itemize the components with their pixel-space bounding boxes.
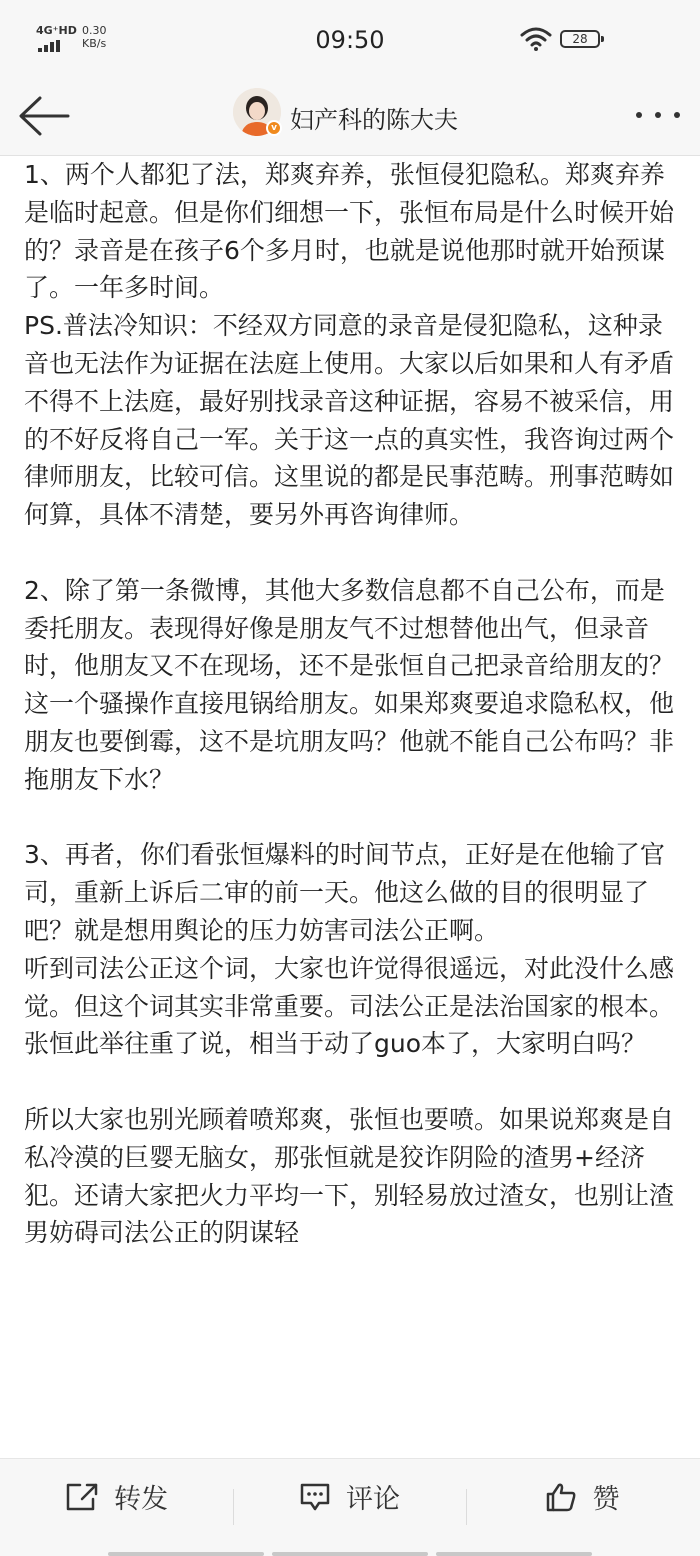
post-content <box>24 156 676 1456</box>
status-bar <box>0 0 700 80</box>
like-button[interactable] <box>466 1477 699 1537</box>
verified-badge: v <box>266 120 282 136</box>
paragraph: PS.普法冷知识：不经双方同意的录音是侵犯隐私，这种录音也无法作为证据在法庭上使用。大家以后如果和人有矛盾不得不上法庭，最好别找录音这种证据，容易不被采信，用的不好反将自己一军。关于这一点的真实性，我咨询过两个律师朋友，比较可信。这里说的都是民事范畴。刑事范畴如何算，具体不清楚，要另外再咨询律师。 <box>24 311 675 530</box>
more-options-button[interactable] <box>626 100 686 130</box>
paragraph-spacer <box>24 1063 676 1101</box>
like-label: 赞 <box>592 1484 620 1515</box>
share-icon <box>65 1482 99 1512</box>
paragraph-spacer <box>24 799 676 837</box>
back-arrow-icon <box>14 90 72 142</box>
more-dot-icon <box>636 112 642 118</box>
comment-icon <box>299 1482 331 1512</box>
network-type: 4G⁺HD <box>36 24 77 37</box>
comment-label: 评论 <box>346 1484 401 1515</box>
paragraph: 2、除了第一条微博，其他大多数信息都不自己公布，而是委托朋友。表现得好像是朋友气不过想替他出气，但录音时，他朋友又不在现场，还不是张恒自己把录音给朋友的？ <box>24 575 675 681</box>
page-title: 妇产科的陈大夫 <box>290 106 458 134</box>
navigation-bar <box>0 80 700 156</box>
paragraph: 这一个骚操作直接甩锅给朋友。如果郑爽要追求隐私权，他朋友也要倒霉，这不是坑朋友吗？他就不能自己公布吗？非拖朋友下水？ <box>24 689 675 794</box>
more-dot-icon <box>655 112 661 118</box>
wifi-icon <box>520 26 552 52</box>
repost-label: 转发 <box>114 1484 169 1515</box>
clock: 09:50 <box>315 26 385 54</box>
battery-indicator: 28 <box>560 30 600 48</box>
more-dot-icon <box>674 112 680 118</box>
speed-value: 0.30 <box>82 24 107 37</box>
paragraph: 听到司法公正这个词，大家也许觉得很遥远，对此没什么感觉。但这个词其实非常重要。司法公正是法治国家的根本。张恒此举往重了说，相当于动了guo本了，大家明白吗？ <box>24 953 675 1059</box>
repost-button[interactable] <box>0 1477 233 1537</box>
paragraph: 3、再者，你们看张恒爆料的时间节点，正好是在他输了官司，重新上诉后二审的前一天。他这么做的目的很明显了吧？就是想用舆论的压力妨害司法公正啊。 <box>24 840 665 945</box>
thumbs-up-icon <box>545 1482 577 1512</box>
paragraph-spacer <box>24 534 676 572</box>
paragraph: 所以大家也别光顾着喷郑爽，张恒也要喷。如果说郑爽是自私冷漠的巨婴无脑女，那张恒就是狡诈阴险的渣男+经济犯。还请大家把火力平均一下，别轻易放过渣女，也别让渣男妨碍司法公正的阴谋轻 <box>24 1104 675 1248</box>
back-button[interactable] <box>14 90 72 142</box>
speed-unit: KB/s <box>82 37 107 50</box>
home-indicator <box>0 1552 700 1556</box>
action-bar <box>0 1458 700 1556</box>
paragraph: 1、两个人都犯了法，郑爽弃养，张恒侵犯隐私。郑爽弃养是临时起意。但是你们细想一下，张恒布局是什么时候开始的？录音是在孩子6个多月时，也就是说他那时就开始预谋了。一年多时间。 <box>24 160 675 303</box>
comment-button[interactable] <box>233 1477 466 1537</box>
